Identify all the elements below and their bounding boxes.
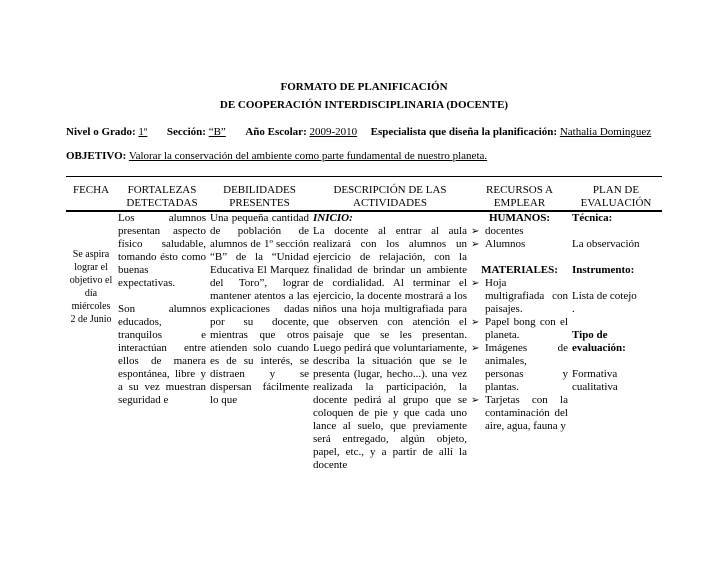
- header-debilidades: DEBILIDADES PRESENTES: [223, 184, 296, 209]
- debilidades-cell: Una pequeña cantidad de población de alumnos de 1º sección “B” de la “Unidad Educativa El Marquez del Toro”, lograr mantener atentos a las explicaciones dadas por su docente, mientras que otros atienden solo cuando es de su interés, se distraen y se dispersan fácilmente lo que: [210, 212, 309, 406]
- especialista-label: Especialista que diseña la planificación:: [370, 126, 558, 138]
- document-subtitle: DE COOPERACIÓN INTERDISCIPLINARIA (DOCENTE): [219, 99, 509, 111]
- arrow-bullet-icon: ➢: [471, 317, 480, 328]
- seccion-label: Sección:: [166, 126, 206, 138]
- objetivo-value: Valorar la conservación del ambiente como parte fundamental de nuestro planeta.: [128, 150, 488, 162]
- instrumento-value: Lista de cotejo: [572, 290, 637, 302]
- document-title: FORMATO DE PLANIFICACIÓN: [280, 81, 448, 93]
- grado-value: 1º: [138, 126, 148, 138]
- especialista-value: Nathalia Dominguez: [559, 126, 652, 138]
- header-fecha: FECHA: [72, 184, 110, 196]
- seccion-value: “B”: [208, 126, 226, 138]
- humanos-list: [471, 225, 568, 251]
- tecnica-label: Técnica:: [572, 212, 613, 224]
- anio-label: Año Escolar:: [245, 126, 307, 138]
- list-item: ➢ Hoja multigrafiada con paisajes.: [471, 277, 568, 315]
- objetivo-label: OBJETIVO:: [66, 150, 127, 162]
- instrumento-label: Instrumento:: [572, 264, 635, 276]
- recursos-cell: [469, 211, 570, 472]
- instrumento-dot: .: [572, 303, 575, 315]
- list-item: ➢ Alumnos: [471, 238, 526, 250]
- fortalezas-cell: [116, 211, 208, 472]
- objetivo-row: [66, 150, 487, 162]
- tecnica-value: La observación: [572, 238, 640, 250]
- meta-row: [66, 126, 651, 138]
- arrow-bullet-icon: ➢: [471, 239, 480, 250]
- arrow-bullet-icon: ➢: [471, 395, 480, 406]
- fortalezas-paragraph-2: Son alumnos educados, tranquilos e interactúan entre ellos de manera espontánea, libre y a su vez muestran seguridad e: [118, 303, 206, 406]
- arrow-bullet-icon: ➢: [471, 343, 480, 354]
- humanos-label: HUMANOS:: [488, 212, 551, 224]
- tipo-label: Tipo de evaluación:: [572, 329, 626, 354]
- anio-value: 2009-2010: [309, 126, 358, 138]
- header-evaluacion: PLAN DE EVALUACIÓN: [580, 184, 652, 209]
- header-recursos: RECURSOS A EMPLEAR: [486, 184, 553, 209]
- table-header-row: [66, 177, 662, 212]
- fecha-cell: Se aspira lograr el objetivo el día miércoles 2 de Junio: [69, 249, 113, 325]
- header-fortalezas: FORTALEZAS DETECTADAS: [126, 184, 198, 209]
- actividades-cell: [311, 211, 469, 472]
- list-item: ➢ Tarjetas con la contaminación del aire, agua, fauna y: [471, 394, 568, 432]
- arrow-bullet-icon: ➢: [471, 278, 480, 289]
- fortalezas-paragraph-1: Los alumnos presentan aspecto físico saludable, tomando ésto como buenas expectativas.: [118, 212, 206, 289]
- planning-table: [66, 176, 662, 472]
- list-item: ➢ Imágenes de animales, personas y plantas.: [471, 342, 568, 393]
- arrow-bullet-icon: ➢: [471, 226, 480, 237]
- list-item: ➢ Papel bong con el planeta.: [471, 316, 568, 341]
- header-actividades: DESCRIPCIÓN DE LAS ACTIVIDADES: [333, 184, 447, 209]
- table-row: [66, 211, 662, 472]
- actividades-text: La docente al entrar al aula realizará con los alumnos un ejercicio de relajación, con la finalidad de brindar un ambiente de cordialidad. Al terminar el ejercicio, la docente mostrará a los niños una hoja multigrafiada para que observen con atención el paisaje que se les presentan. Luego pedirá que voluntariamente, describa la situación que se le presenta (lugar, hecho...). una vez realizada la participación, la docente pedirá al grupo que se coloquen de pie y que cada uno lance al suelo, que previamente será entregado, algún objeto, papel, etc., y a partir de allí la docente: [313, 225, 467, 471]
- list-item: ➢ docentes: [471, 225, 524, 237]
- grado-label: Nivel o Grado:: [66, 126, 136, 138]
- evaluacion-cell: [570, 211, 662, 472]
- actividades-inicio-label: INICIO:: [313, 212, 353, 224]
- materiales-label: MATERIALES:: [481, 264, 558, 276]
- tipo-value: Formativa cualitativa: [572, 368, 618, 393]
- materiales-list: [471, 277, 568, 433]
